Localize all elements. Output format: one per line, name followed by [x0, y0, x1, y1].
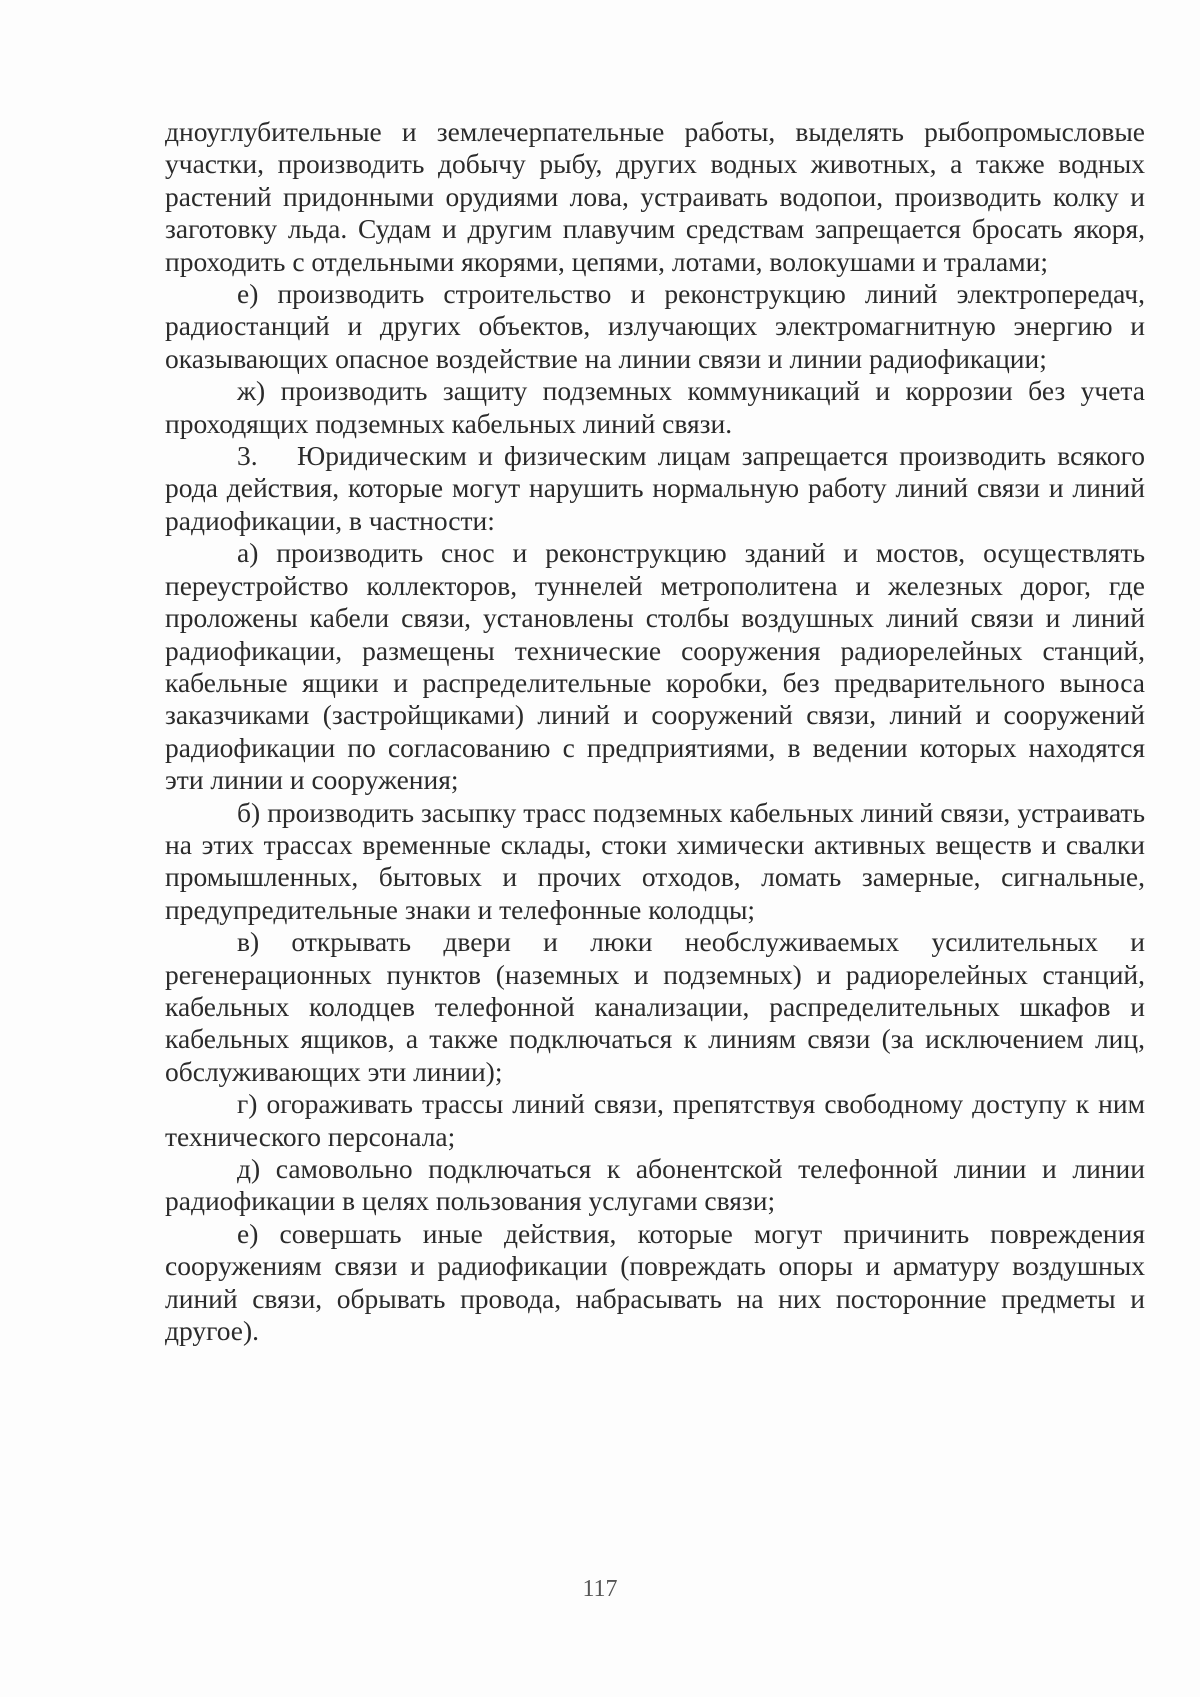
- document-body: [165, 116, 1145, 1347]
- paragraph-item-e-other-actions: е) совершать иные действия, которые могут причинить повреждения сооружениям связи и радиофикации (повреждать опоры и арматуру воздушных линий связи, обрывать провода, набрасывать на них посторонние предметы и другое).: [165, 1217, 1145, 1347]
- paragraph-continuation: дноуглубительные и землечерпательные работы, выделять рыбопромысловые участки, производить добычу рыбу, других водных животных, а также водных растений придонными орудиями лова, устраивать водопои, производить колку и заготовку льда. Судам и другим плавучим средствам запрещается бросать якоря, проходить с отдельными якорями, цепями, лотами, волокушами и тралами;: [165, 116, 1145, 277]
- paragraph-item-3: [165, 440, 1145, 537]
- paragraph-item-zh-corrosion: ж) производить защиту подземных коммуникаций и коррозии без учета проходящих подземных кабельных линий связи.: [165, 375, 1145, 439]
- item-3-number: 3.: [237, 440, 258, 472]
- paragraph-item-v-doors: в) открывать двери и люки необслуживаемых усилительных и регенерационных пунктов (наземных и подземных) и радиорелейных станций, кабельных колодцев телефонной канализации, распределительных шкафов и кабельных ящиков, а также подключаться к линиям связи (за исключением лиц, обслуживающих эти линии);: [165, 926, 1145, 1087]
- page-number: 117: [582, 1576, 618, 1602]
- paragraph-item-g-fencing: г) огораживать трассы линий связи, препятствуя свободному доступу к ним технического персонала;: [165, 1088, 1145, 1152]
- paragraph-item-b-backfill: б) производить засыпку трасс подземных кабельных линий связи, устраивать на этих трассах временные склады, стоки химически активных веществ и свалки промышленных, бытовых и прочих отходов, ломать замерные, сигнальные, предупредительные знаки и телефонные колодцы;: [165, 796, 1145, 925]
- paragraph-item-d-connection: д) самовольно подключаться к абонентской телефонной линии и линии радиофикации в целях пользования услугами связи;: [165, 1153, 1145, 1217]
- paragraph-item-e-power-lines: е) производить строительство и реконструкцию линий электропередач, радиостанций и других объектов, излучающих электромагнитную энергию и оказывающих опасное воздействие на линии связи и линии радиофикации;: [165, 278, 1145, 374]
- item-3-text: Юридическим и физическим лицам запрещается производить всякого рода действия, которые могут нарушить нормальную работу линий связи и линий радиофикации, в частности:: [165, 440, 1145, 536]
- paragraph-item-a-demolition: а) производить снос и реконструкцию зданий и мостов, осуществлять переустройство коллекторов, туннелей метрополитена и железных дорог, где проложены кабели связи, установлены столбы воздушных линий связи и линий радиофикации, размещены технические сооружения радиорелейных станций, кабельные ящики и распределительные коробки, без предварительного выноса заказчиками (застройщиками) линий и сооружений связи, линий и сооружений радиофикации по согласованию с предприятиями, в ведении которых находятся эти линии и сооружения;: [165, 537, 1145, 796]
